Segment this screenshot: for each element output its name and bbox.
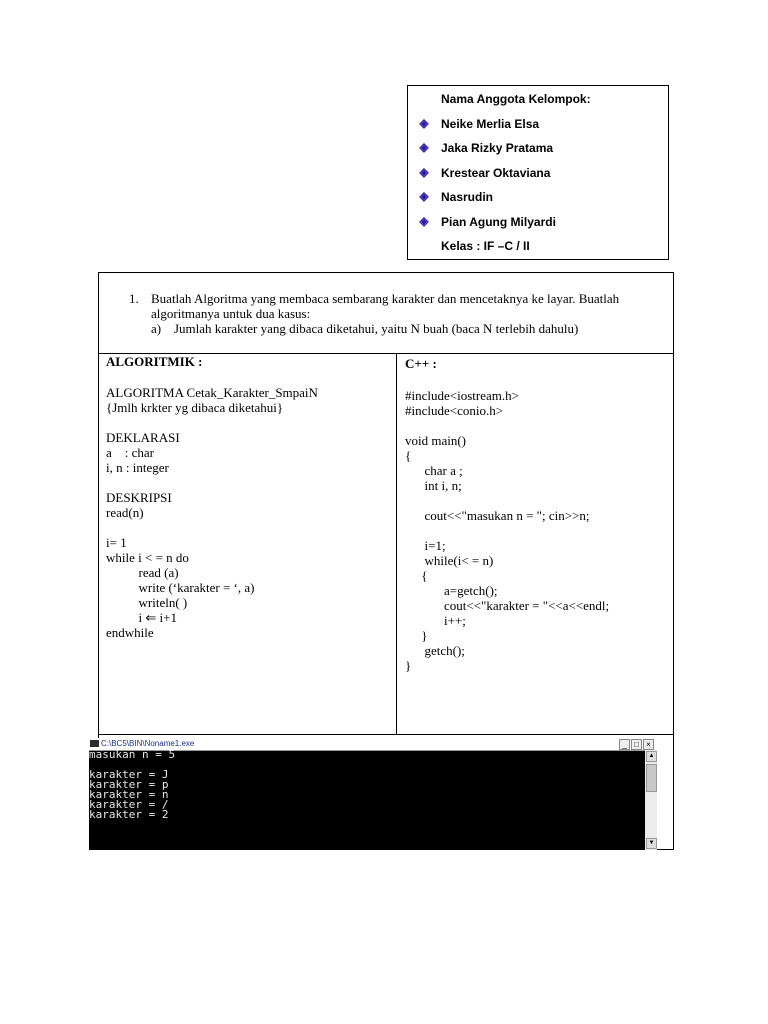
- cpp-code-line: }: [405, 658, 412, 673]
- team-heading: Nama Anggota Kelompok:: [441, 92, 591, 106]
- question-line-1: Buatlah Algoritma yang membaca sembarang karakter dan mencetaknya ke layar. Buatlah: [151, 291, 620, 306]
- console-app-icon: [90, 740, 99, 747]
- algoritmik-code-line: while i < = n do: [106, 550, 189, 565]
- cpp-code-line: getch();: [405, 643, 465, 658]
- algoritmik-code-line: DESKRIPSI: [106, 490, 172, 505]
- cpp-code-line: cout<<"masukan n = "; cin>>n;: [405, 508, 590, 523]
- question-sub-label: a): [151, 321, 162, 336]
- algoritmik-code: [106, 385, 318, 640]
- algoritmik-code-line: {Jmlh krkter yg dibaca diketahui}: [106, 400, 284, 415]
- algoritmik-code-line: write (‘karakter = ‘, a): [106, 580, 255, 595]
- scroll-down-icon[interactable]: ▼: [646, 838, 657, 849]
- algoritmik-code-line: a : char: [106, 445, 155, 460]
- cpp-code-line: char a ;: [405, 463, 463, 478]
- algoritmik-code-line: ALGORITMA Cetak_Karakter_SmpaiN: [106, 385, 318, 400]
- console-output-line: karakter = p: [89, 778, 169, 791]
- cpp-code-line: #include<conio.h>: [405, 403, 504, 418]
- diamond-bullet-icon: ◈: [419, 116, 429, 130]
- close-icon[interactable]: ×: [643, 739, 654, 750]
- console-output: [89, 750, 175, 820]
- algoritmik-code-line: read(n): [106, 505, 144, 520]
- column-divider: [396, 353, 397, 734]
- team-members-box: [407, 85, 669, 260]
- question-number: 1.: [129, 291, 139, 306]
- team-member-4: Nasrudin: [441, 190, 494, 204]
- algoritmik-heading: ALGORITMIK :: [106, 354, 203, 369]
- team-member-1: Neike Merlia Elsa: [441, 117, 540, 131]
- question-line-2: algoritmanya untuk dua kasus:: [151, 306, 311, 321]
- cpp-code-line: [405, 418, 609, 433]
- algoritmik-code-line: i, n : integer: [106, 460, 169, 475]
- cpp-code-line: a=getch();: [405, 583, 498, 598]
- team-member-2: Jaka Rizky Pratama: [441, 141, 554, 155]
- console-output-line: karakter = n: [89, 788, 169, 801]
- algoritmik-code-line: endwhile: [106, 625, 154, 640]
- cpp-code-line: [405, 523, 609, 538]
- team-member-3: Krestear Oktaviana: [441, 166, 551, 180]
- minimize-icon[interactable]: _: [619, 739, 630, 750]
- cpp-code-line: }: [405, 628, 428, 643]
- console-output-line: karakter = /: [89, 798, 169, 811]
- team-member-5: Pian Agung Milyardi: [441, 215, 556, 229]
- cpp-code-line: #include<iostream.h>: [405, 388, 519, 403]
- console-output-line: karakter = 2: [89, 808, 169, 821]
- algoritmik-code-line: [106, 415, 318, 430]
- algoritmik-code-line: [106, 475, 318, 490]
- maximize-icon[interactable]: □: [631, 739, 642, 750]
- cpp-heading: C++ :: [405, 356, 437, 371]
- algoritmik-code-line: [106, 520, 318, 535]
- diamond-bullet-icon: ◈: [419, 214, 429, 228]
- algoritmik-code-line: read (a): [106, 565, 179, 580]
- console-window: [89, 738, 657, 850]
- algoritmik-code-line: i ⇐ i+1: [106, 610, 177, 625]
- scroll-thumb[interactable]: [646, 764, 657, 792]
- cpp-code-line: while(i< = n): [405, 553, 494, 568]
- console-output-line: masukan n = 5: [89, 748, 176, 761]
- console-scrollbar[interactable]: [645, 750, 657, 850]
- cpp-code-line: {: [405, 568, 428, 583]
- algoritmik-code-line: DEKLARASI: [106, 430, 180, 445]
- console-output-line: karakter = J: [89, 768, 169, 781]
- cpp-code-line: i=1;: [405, 538, 446, 553]
- console-title: C:\BC5\BIN\Noname1.exe: [101, 739, 195, 748]
- class-label: Kelas : IF –C / II: [441, 239, 530, 253]
- diamond-bullet-icon: ◈: [419, 140, 429, 154]
- cpp-code: [405, 388, 609, 673]
- diamond-bullet-icon: ◈: [419, 165, 429, 179]
- diamond-bullet-icon: ◈: [419, 189, 429, 203]
- cpp-code-line: {: [405, 448, 412, 463]
- row-divider: [99, 734, 673, 735]
- question-sub-text: Jumlah karakter yang dibaca diketahui, yaitu N buah (baca N terlebih dahulu): [174, 321, 579, 336]
- algoritmik-code-line: writeln( ): [106, 595, 188, 610]
- cpp-code-line: void main(): [405, 433, 467, 448]
- cpp-code-line: cout<<"karakter = "<<a<<endl;: [405, 598, 610, 613]
- cpp-code-line: i++;: [405, 613, 466, 628]
- cpp-code-line: [405, 493, 609, 508]
- cpp-code-line: int i, n;: [405, 478, 462, 493]
- scroll-up-icon[interactable]: ▲: [646, 751, 657, 762]
- algoritmik-code-line: i= 1: [106, 535, 127, 550]
